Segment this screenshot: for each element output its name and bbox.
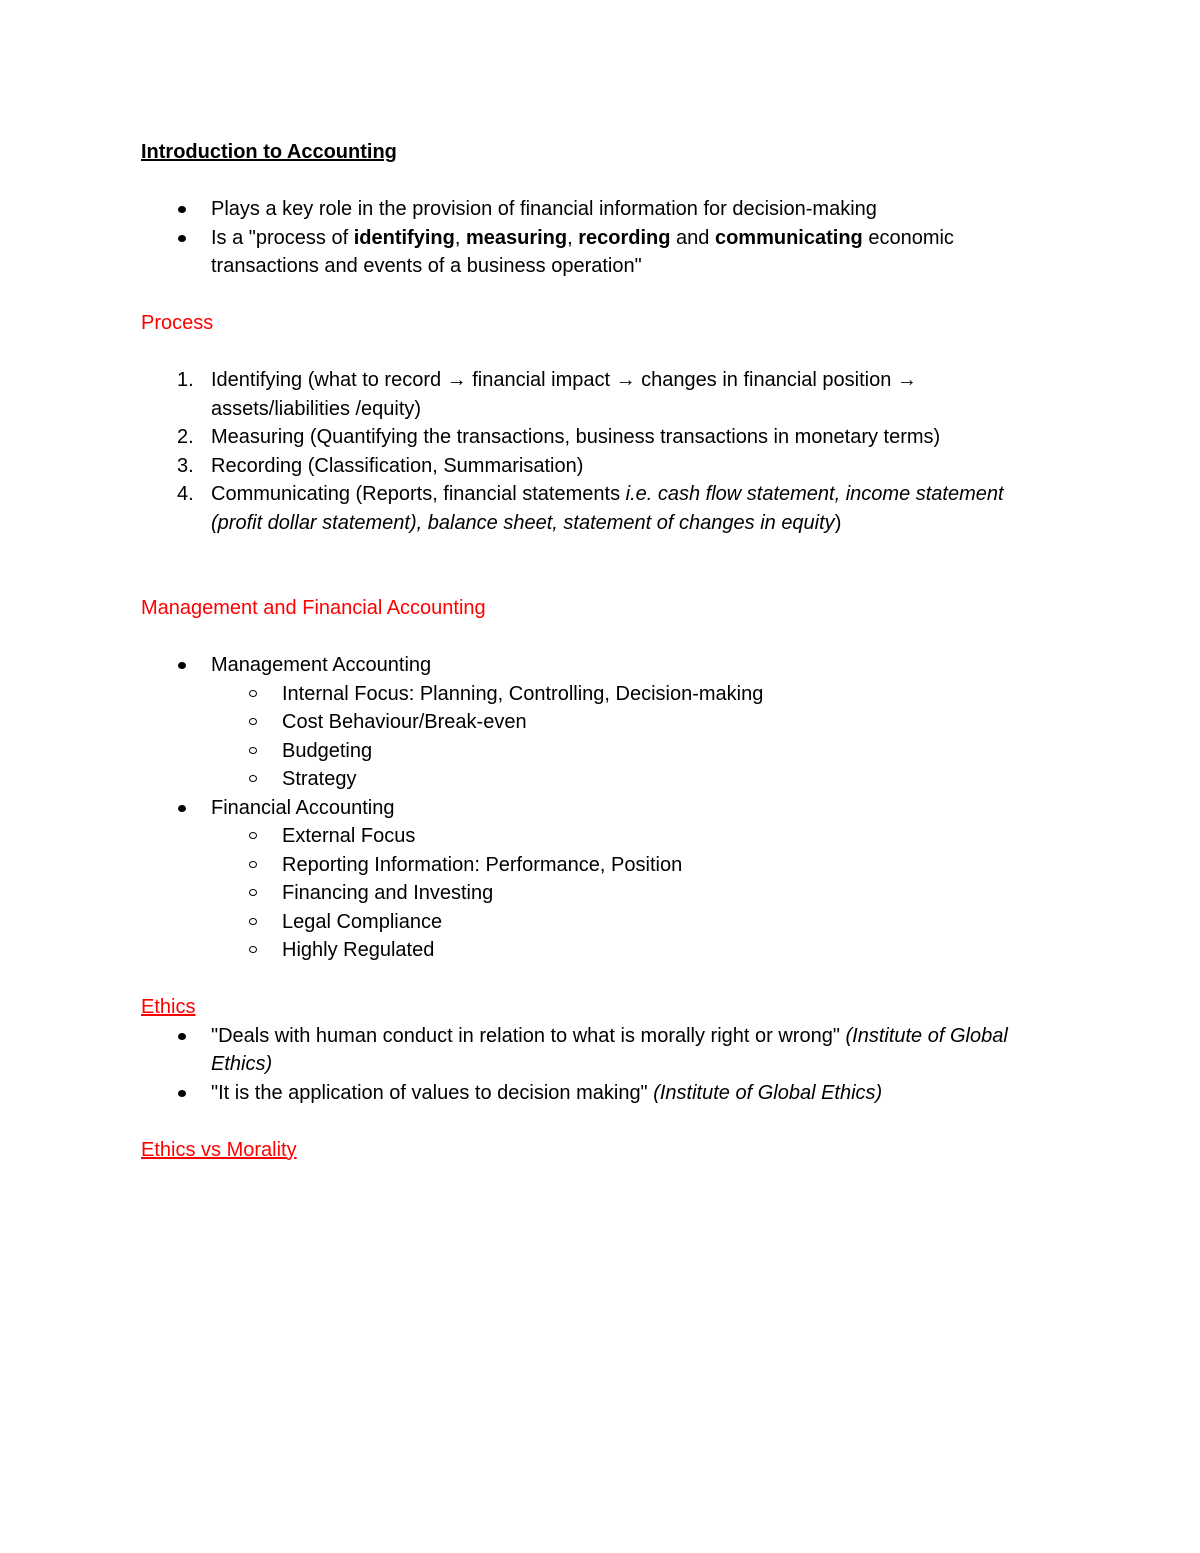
financial-sublist [141,822,1041,965]
management-sublist [141,680,1041,794]
list-item: 1. Identifying (what to record → financial impact → changes in financial position → assets/liabilities /equity) [177,369,917,420]
intro-list [141,195,1041,281]
list-item: 4. Communicating (Reports, financial statements i.e. cash flow statement, income statement (profit dollar statement), balance sheet, statement of changes in equity) [177,483,1004,534]
list-item: 3. Recording (Classification, Summarisation) [177,454,584,477]
list-item: 2. Measuring (Quantifying the transactions, business transactions in monetary terms) [177,426,941,448]
list-item: "Deals with human conduct in relation to what is morally right or wrong" (Institute of Global Ethics) [141,1022,1041,1079]
document-page [141,138,1041,1164]
list-item: Management Accounting [141,651,1041,680]
sub-list-item: Legal Compliance [141,908,1041,937]
sub-list-item: Financing and Investing [141,879,1041,908]
document-title: Introduction to Accounting [141,141,397,163]
sub-list-item: Cost Behaviour/Break-even [141,708,1041,737]
process-list [141,366,1041,537]
sub-list-item: Reporting Information: Performance, Position [141,851,1041,880]
list-item: Financial Accounting [141,794,1041,823]
sub-list-item: Strategy [141,765,1041,794]
mgmt-fin-list [141,651,1041,680]
sub-list-item: Budgeting [141,737,1041,766]
sub-list-item: Internal Focus: Planning, Controlling, Decision-making [141,680,1041,709]
sub-list-item: External Focus [141,822,1041,851]
ethics-vs-morality-heading: Ethics vs Morality [141,1138,297,1161]
ethics-list [141,1022,1041,1108]
list-item: Is a "process of identifying, measuring, recording and communicating economic transactions and events of a business operation" [141,224,1041,281]
list-item: "It is the application of values to decision making" (Institute of Global Ethics) [141,1079,1041,1108]
list-item: Plays a key role in the provision of financial information for decision-making [141,195,1041,224]
ethics-heading: Ethics [141,996,196,1018]
sub-list-item: Highly Regulated [141,936,1041,965]
mgmt-fin-heading: Management and Financial Accounting [141,597,486,619]
process-heading: Process [141,312,214,334]
